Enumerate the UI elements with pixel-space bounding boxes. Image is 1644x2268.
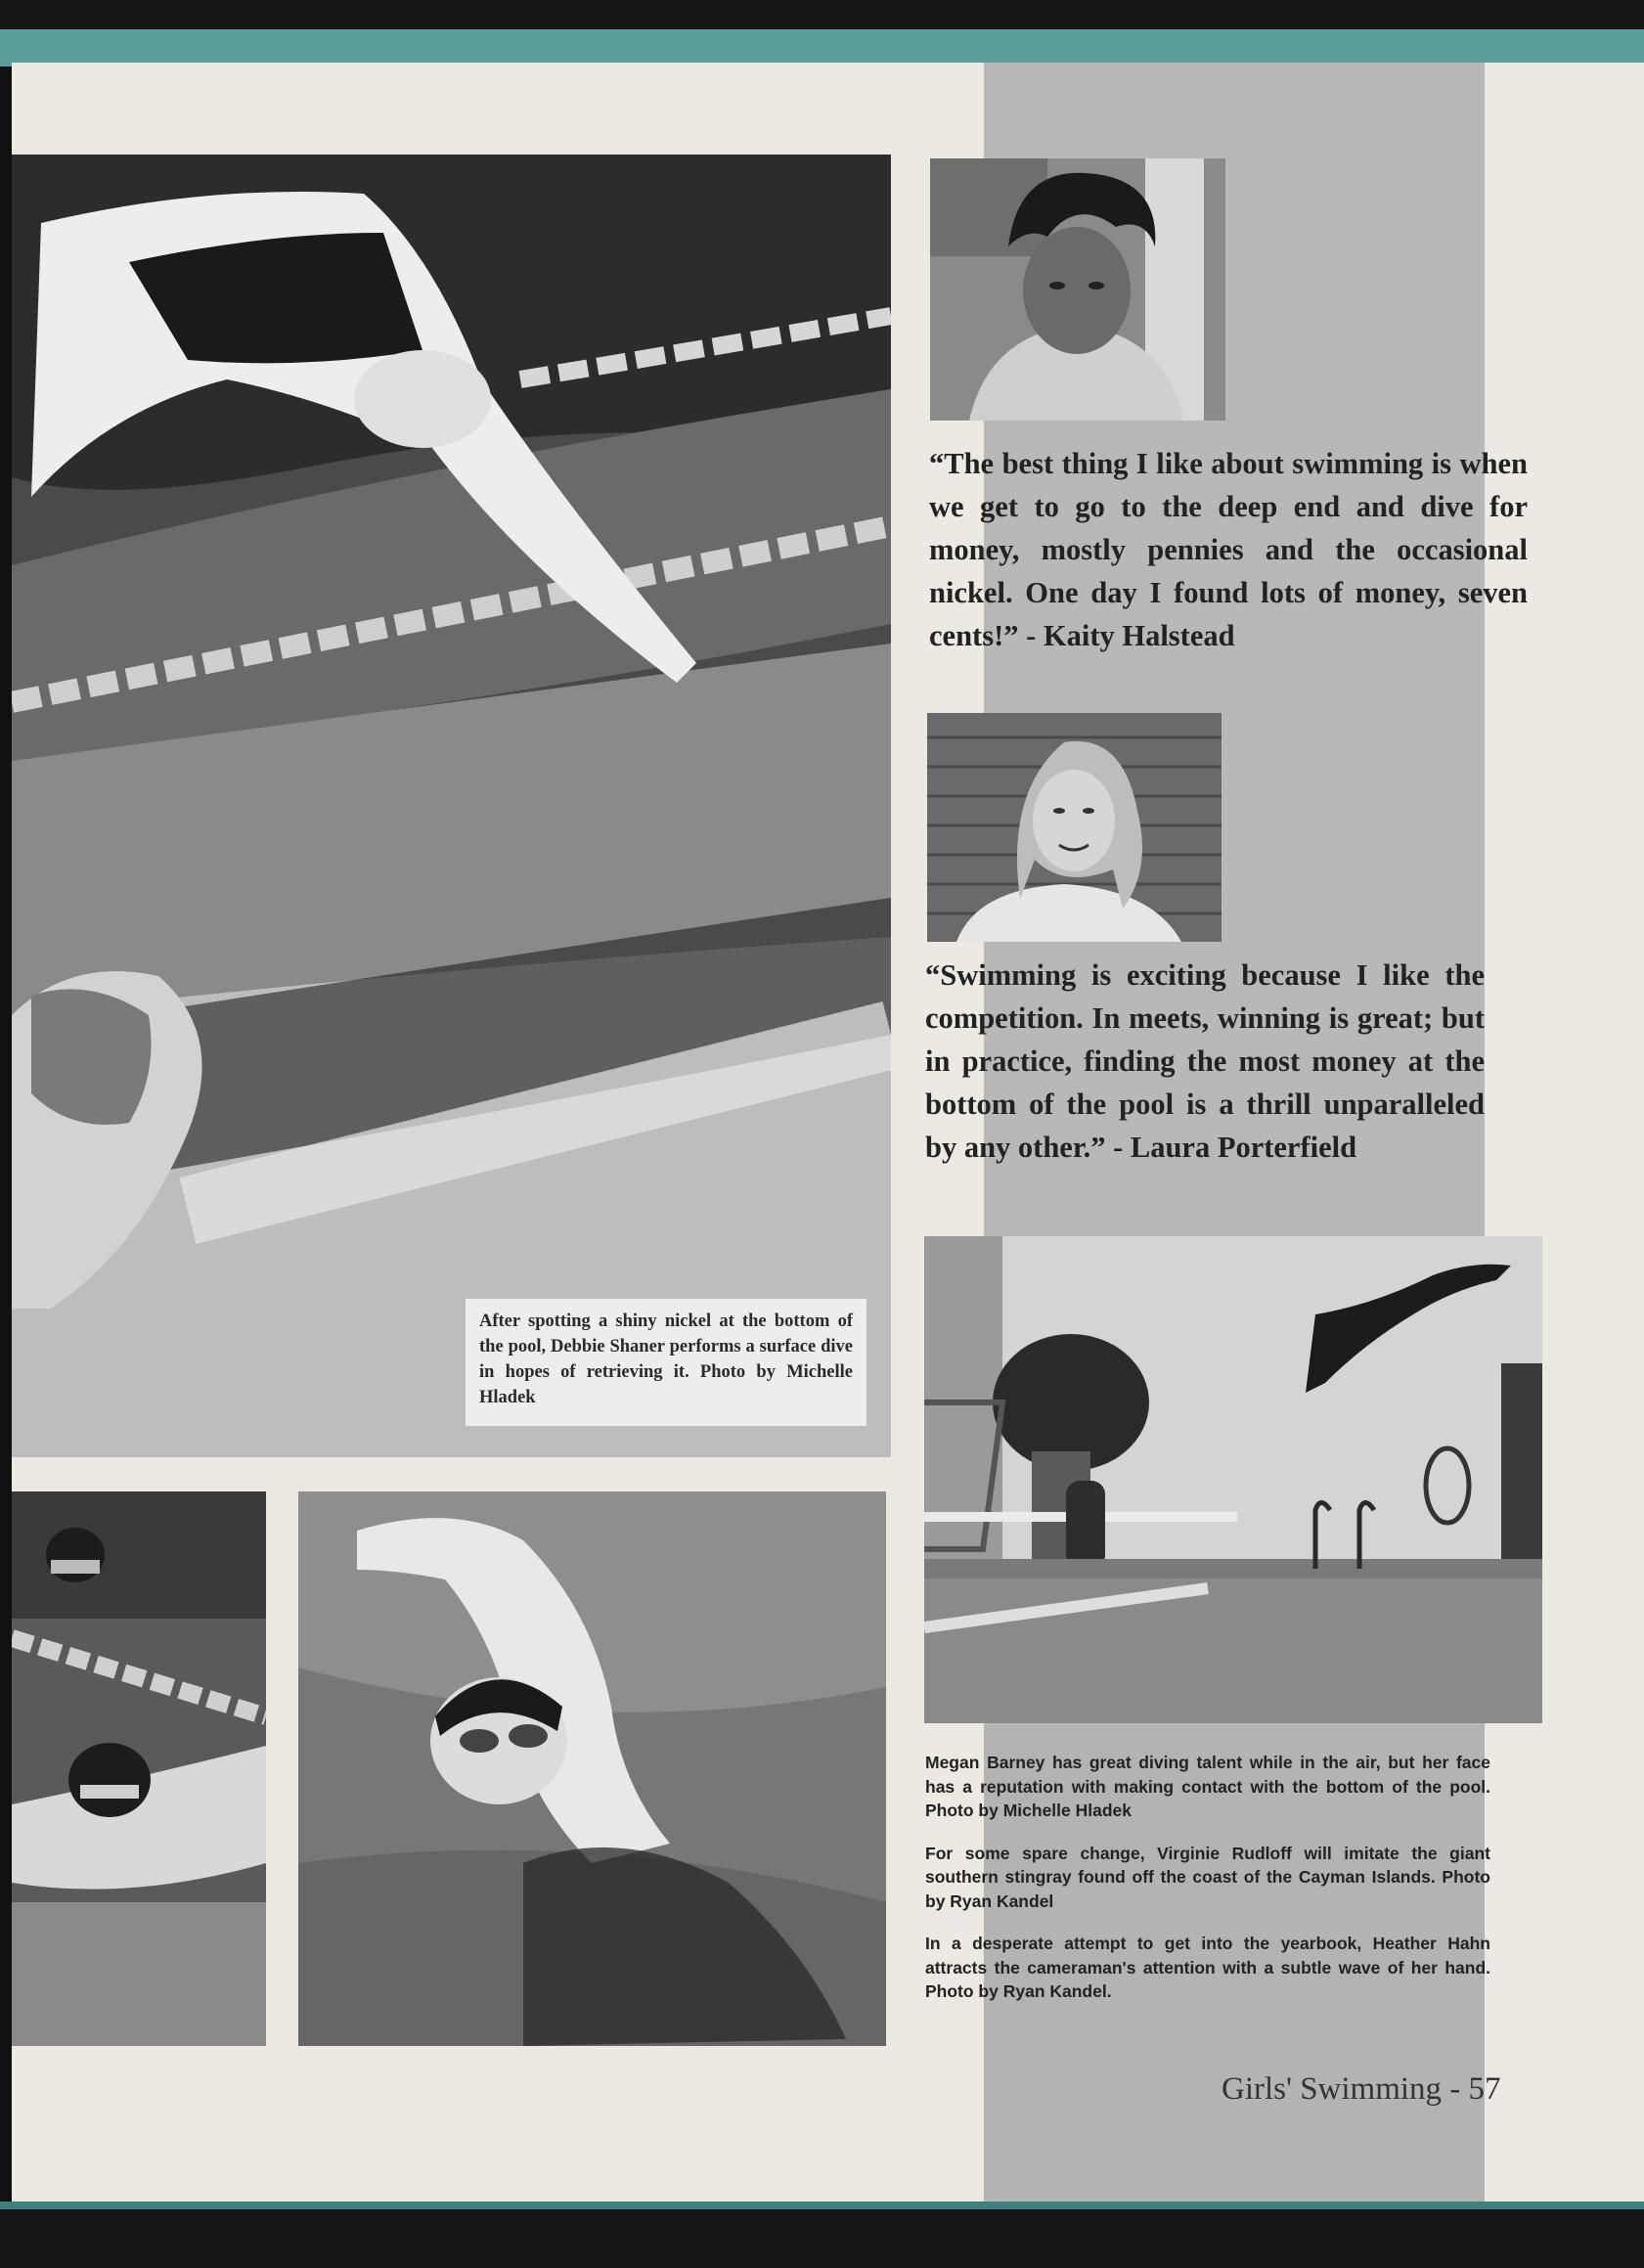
scan-top-edge bbox=[0, 0, 1644, 29]
main-photo-caption-box bbox=[466, 1299, 866, 1426]
diving-photograph-icon bbox=[924, 1236, 1542, 1723]
backstroke-photograph-icon bbox=[12, 1491, 266, 2046]
freestyle-photograph-icon bbox=[298, 1491, 886, 2046]
portrait-icon bbox=[927, 713, 1222, 942]
photo-kaity-halstead bbox=[930, 158, 1225, 421]
main-photo-caption: After spotting a shiny nickel at the bottom of the pool, Debbie Shaner performs a surface dive in hopes of retrieving it. Photo by Michelle Hladek bbox=[479, 1312, 853, 1407]
photo-diving-board bbox=[924, 1236, 1542, 1723]
photo-backstroke bbox=[12, 1491, 266, 2046]
photo-captions-group bbox=[925, 1751, 1490, 2023]
photo-freestyle-wave bbox=[298, 1491, 886, 2046]
page-bottom-band bbox=[0, 2201, 1644, 2209]
scan-bottom-edge bbox=[0, 2209, 1644, 2268]
portrait-icon bbox=[930, 158, 1225, 421]
caption-stingray: For some spare change, Virginie Rudloff will imitate the giant southern stingray found off the coast of the Cayman Islands. Photo by Ryan Kandel bbox=[925, 1843, 1490, 1911]
quote-laura-porterfield: “Swimming is exciting because I like the competition. In meets, winning is great; but in practice, finding the most money at the bottom of the pool is a thrill unparalleled by any other.” - Laura Porterfield bbox=[925, 958, 1485, 1164]
page-footer: Girls' Swimming - 57 bbox=[1222, 2071, 1501, 2107]
caption-wave: In a desperate attempt to get into the yearbook, Heather Hahn attracts the cameraman's attention with a subtle wave of her hand. Photo by Ryan Kandel. bbox=[925, 1934, 1490, 2001]
quote-kaity-halstead: “The best thing I like about swimming is when we get to go to the deep end and dive for money, mostly pennies and the occasional nickel. One day I found lots of money, seven cents!” - Kaity Halstead bbox=[929, 447, 1528, 652]
photo-surface-dive bbox=[12, 155, 891, 1457]
caption-diving: Megan Barney has great diving talent while in the air, but her face has a reputation with making contact with the bottom of the pool. Photo by Michelle Hladek bbox=[925, 1753, 1490, 1820]
pool-photograph-icon bbox=[12, 155, 891, 1457]
photo-laura-porterfield bbox=[927, 713, 1222, 942]
page-top-band bbox=[0, 29, 1644, 67]
